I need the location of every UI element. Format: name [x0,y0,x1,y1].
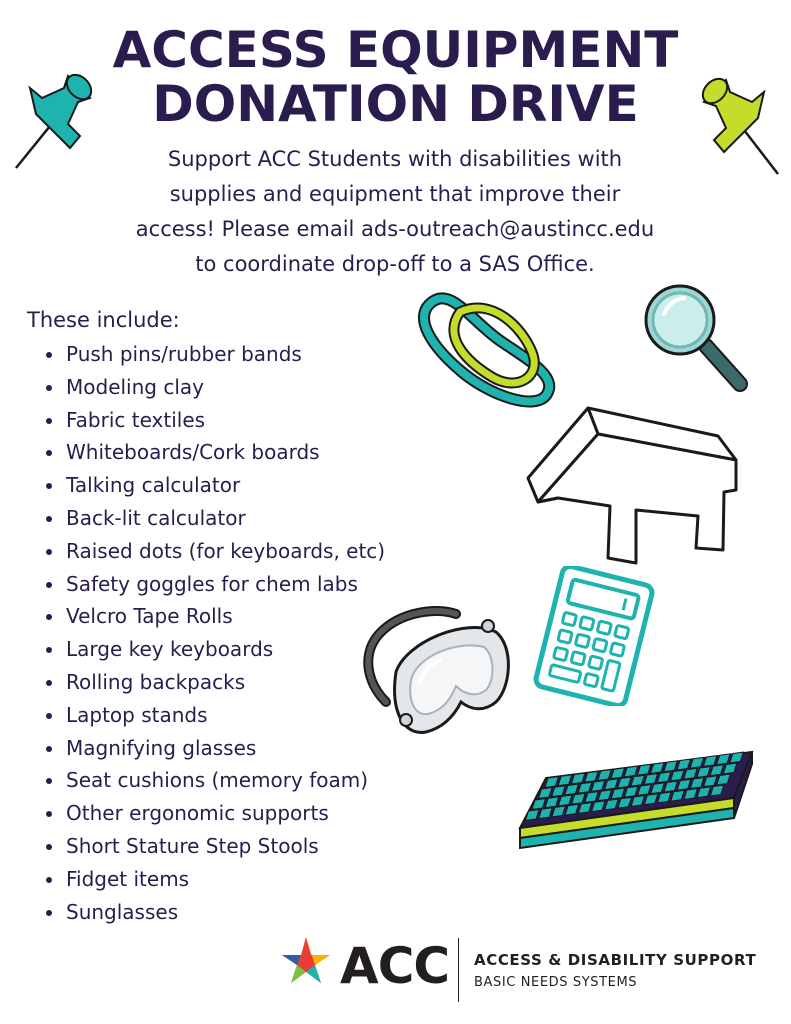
department-subtitle: BASIC NEEDS SYSTEMS [474,975,638,990]
intro-line: supplies and equipment that improve their [169,182,621,206]
magnifying-glass-icon [640,280,755,395]
list-item: Large key keyboards [40,633,385,666]
keyboard-icon [514,738,759,858]
list-item: Back-lit calculator [40,502,385,535]
list-item: Talking calculator [40,469,385,502]
list-item: Laptop stands [40,699,385,732]
acc-logo-text: ACC [340,937,450,995]
safety-goggles-icon [356,602,518,742]
title-line-2: DONATION DRIVE [152,75,639,133]
rubber-bands-icon [412,282,562,412]
list-item: Modeling clay [40,371,385,404]
list-item: Other ergonomic supports [40,797,385,830]
step-stool-icon [518,398,750,574]
intro-line: Support ACC Students with disabilities with [167,147,623,171]
list-item: Fidget items [40,863,385,896]
intro-line: to coordinate drop-off to a SAS Office. [195,252,595,276]
lime-push-pin-icon [686,66,786,178]
list-heading: These include: [27,308,180,332]
list-item: Rolling backpacks [40,666,385,699]
list-item: Raised dots (for keyboards, etc) [40,535,385,568]
list-item: Magnifying glasses [40,732,385,765]
calculator-icon [530,566,658,706]
list-item: Velcro Tape Rolls [40,600,385,633]
intro-line: access! Please email ads-outreach@austincc.edu [135,217,655,241]
supply-list [40,338,385,928]
list-item: Sunglasses [40,896,385,929]
list-item: Whiteboards/Cork boards [40,436,385,469]
list-item: Seat cushions (memory foam) [40,764,385,797]
intro-paragraph [95,142,695,282]
department-name: ACCESS & DISABILITY SUPPORT [474,951,757,969]
list-item: Push pins/rubber bands [40,338,385,371]
list-item: Safety goggles for chem labs [40,568,385,601]
footer-divider [458,938,459,1002]
list-item: Fabric textiles [40,404,385,437]
title-line-1: ACCESS EQUIPMENT [112,21,679,79]
teal-push-pin-icon [8,62,108,172]
list-item: Short Stature Step Stools [40,830,385,863]
